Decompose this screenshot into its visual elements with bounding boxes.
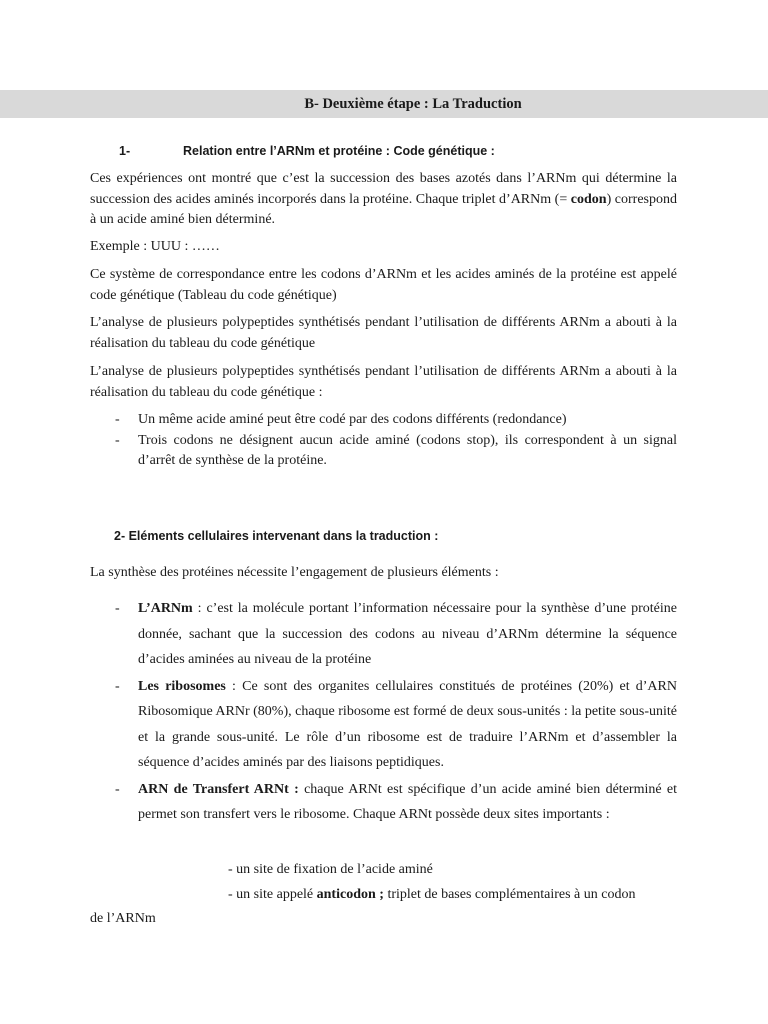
term-arnt: ARN de Transfert ARNt : — [138, 781, 299, 797]
site-1: - un site de fixation de l’acide aminé — [228, 862, 433, 877]
cellular-elements-list — [90, 596, 677, 829]
section1-number: 1- — [119, 144, 131, 158]
example-line: Exemple : UUU : …… — [90, 239, 220, 254]
section2-heading: 2- Eléments cellulaires intervenant dans la traduction : — [114, 529, 439, 543]
section1-heading — [119, 144, 495, 158]
list-item — [90, 674, 677, 776]
list-item-text: : c’est la molécule portant l’information nécessaire pour la synthèse d’une protéine donnée, sachant que la succession des codons au niveau d’ARNm détermine la séquence d’acides aminées au niveau de la protéine — [138, 601, 677, 667]
site-2 — [228, 885, 677, 905]
list-item — [90, 410, 677, 431]
dash-bullet: - — [115, 412, 120, 427]
list-item — [90, 777, 677, 828]
paragraph-1 — [90, 169, 677, 231]
list-item-text: Trois codons ne désignent aucun acide aminé (codons stop), ils correspondent à un signal d’arrêt de synthèse de la protéine. — [138, 432, 677, 468]
list-item — [90, 596, 677, 673]
section2-intro: La synthèse des protéines nécessite l’engagement de plusieurs éléments : — [90, 565, 499, 580]
code-properties-list — [90, 410, 677, 472]
paragraph-2: Ce système de correspondance entre les codons d’ARNm et les acides aminés de la protéine est appelé code génétique (Tableau du code génétique) — [90, 267, 677, 303]
site-2-tail: de l’ARNm — [90, 911, 156, 926]
term-arnm: L’ARNm — [138, 601, 193, 616]
dash-bullet: - — [115, 781, 120, 797]
site-2-text-a: - un site appelé — [228, 887, 317, 902]
codon-term: codon — [570, 191, 607, 207]
paragraph-1-text-b: ) correspond à un acide aminé bien déterminé. — [90, 191, 677, 227]
dash-bullet: - — [115, 432, 120, 448]
section1-title: Relation entre l’ARNm et protéine : Code génétique : — [183, 144, 495, 158]
list-item — [90, 431, 677, 472]
banner-title: B- Deuxième étape : La Traduction — [304, 95, 522, 112]
paragraph-1-text-a: Ces expériences ont montré que c’est la succession des bases azotés dans l’ARNm qui détermine la succession des acides aminés incorporés dans la protéine. Chaque triplet d’ARNm (= — [90, 171, 677, 207]
paragraph-3: L’analyse de plusieurs polypeptides synthétisés pendant l’utilisation de différents ARNm a abouti à la réalisation du tableau du code génétique — [90, 315, 677, 351]
list-item-text: Un même acide aminé peut être codé par des codons différents (redondance) — [138, 412, 567, 427]
dash-bullet: - — [115, 601, 120, 616]
site-2-text-b: triplet de bases complémentaires à un codon — [383, 887, 636, 902]
list-item-text: : Ce sont des organites cellulaires constitués de protéines (20%) et d’ARN Ribosomique ARNr (80%), chaque ribosome est formé de deux sous-unités : la petite sous-unité et la grande sous-unité. Le rôle d’un ribosome est de traduire l’ARNm et d’assembler la séquence d’acides aminés par des liaisons peptidiques. — [138, 678, 677, 770]
dash-bullet: - — [115, 678, 120, 694]
term-ribosomes: Les ribosomes — [138, 678, 226, 694]
section-banner — [0, 90, 768, 118]
list-item-text: chaque ARNt est spécifique d’un acide aminé bien déterminé et permet son transfert vers le ribosome. Chaque ARNt possède deux sites importants : — [138, 781, 677, 822]
anticodon-term: anticodon ; — [316, 887, 384, 902]
paragraph-4: L’analyse de plusieurs polypeptides synthétisés pendant l’utilisation de différents ARNm a abouti à la réalisation du tableau du code génétique : — [90, 364, 677, 400]
